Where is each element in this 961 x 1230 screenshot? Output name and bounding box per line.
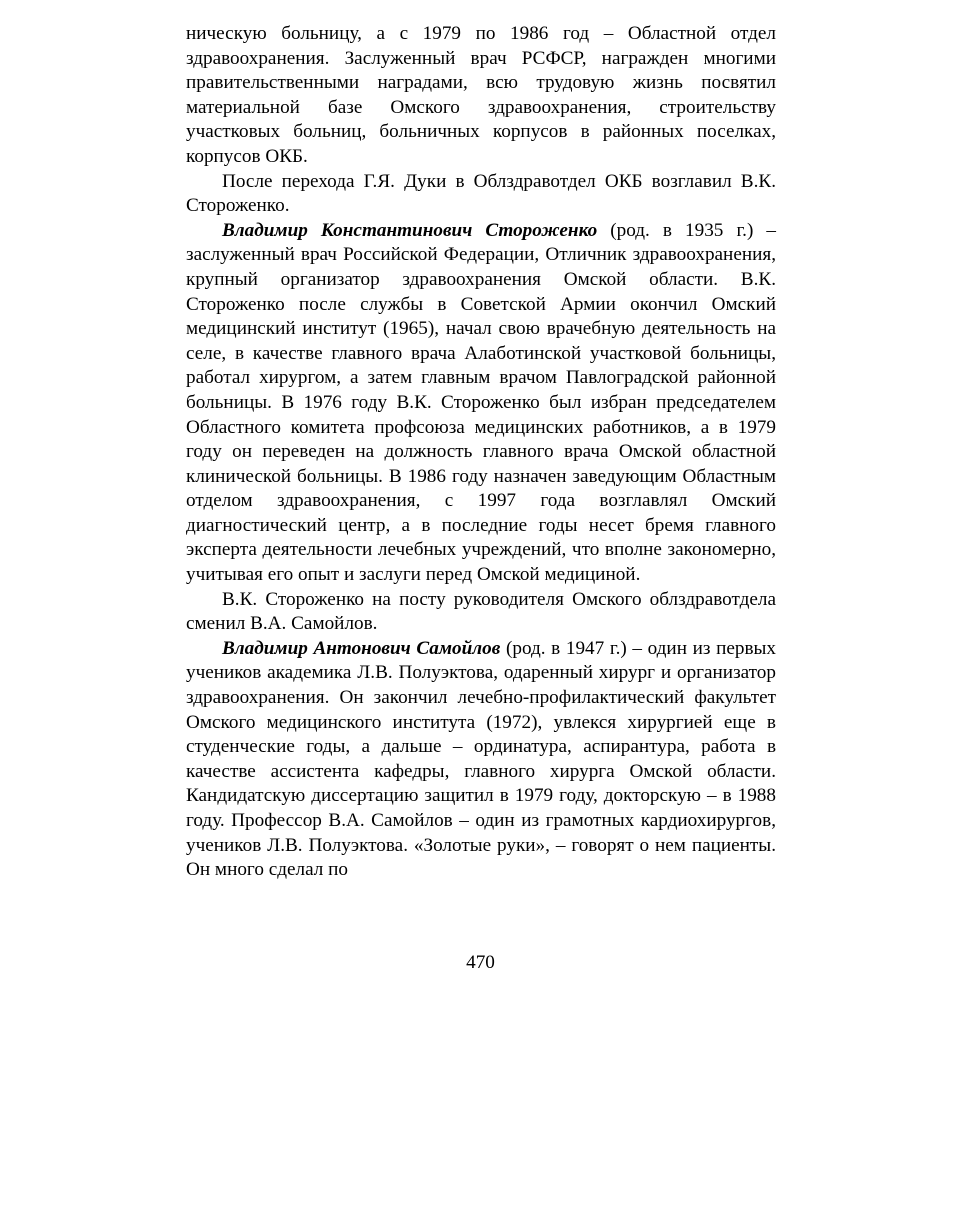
- paragraph-biography-samoylov: [186, 637, 776, 883]
- paragraph-text: (род. в 1935 г.) – заслуженный врач Российской Федерации, Отличник здравоохранения, крупный организатор здравоохранения Омской области. В.К. Стороженко после службы в Советской Армии окончил Омский медицинский институт (1965), начал свою врачебную деятельность на селе, в качестве главного врача Алаботинской участковой больницы, работал хирургом, а затем главным врачом Павлоградской районной больницы. В 1976 году В.К. Стороженко был избран председателем Областного комитета профсоюза медицинских работников, а в 1979 году он переведен на должность главного врача Омской областной клинической больницы. В 1986 году назначен заведующим Областным отделом здравоохранения, с 1997 года возглавлял Омский диагностический центр, а в последние годы несет бремя главного эксперта деятельности лечебных учреждений, что вполне закономерно, учитывая его опыт и заслуги перед Омской медициной.: [186, 219, 776, 586]
- paragraph-text: (род. в 1947 г.) – один из первых учеников академика Л.В. Полуэктова, одаренный хирург и организатор здравоохранения. Он закончил лечебно-профилактический факультет Омского медицинского института (1972), увлекся хирургией еще в студенческие годы, а дальше – ординатура, аспирантура, работа в качестве ассистента кафедры, главного хирурга Омской области. Кандидатскую диссертацию защитил в 1979 году, докторскую – в 1988 году. Профессор В.А. Самойлов – один из грамотных кардиохирургов, учеников Л.В. Полуэктова. «Золотые руки», – говорят о нем пациенты. Он много сделал по: [186, 637, 776, 881]
- paragraph-continuation: [186, 22, 776, 170]
- page-number: 470: [466, 952, 495, 973]
- paragraph-biography-storozhenko: [186, 219, 776, 588]
- paragraph-transition-storozhenko: [186, 170, 776, 219]
- person-name: Владимир Антонович Самойлов: [222, 637, 501, 659]
- body-text: [186, 22, 776, 883]
- paragraph-text: После перехода Г.Я. Дуки в Облздравотдел ОКБ возглавил В.К. Стороженко.: [186, 170, 776, 217]
- paragraph-text: В.К. Стороженко на посту руководителя Омского облздравотдела сменил В.А. Самойлов.: [186, 588, 776, 635]
- paragraph-text: ническую больницу, а с 1979 по 1986 год – Областной отдел здравоохранения. Заслуженный врач РСФСР, награжден многими правительственными наградами, всю трудовую жизнь посвятил материальной базе Омского здравоохранения, строительству участковых больниц, больничных корпусов в районных поселках, корпусов ОКБ.: [186, 23, 776, 167]
- person-name: Владимир Константинович Стороженко: [222, 219, 598, 241]
- paragraph-transition-samoylov: [186, 588, 776, 637]
